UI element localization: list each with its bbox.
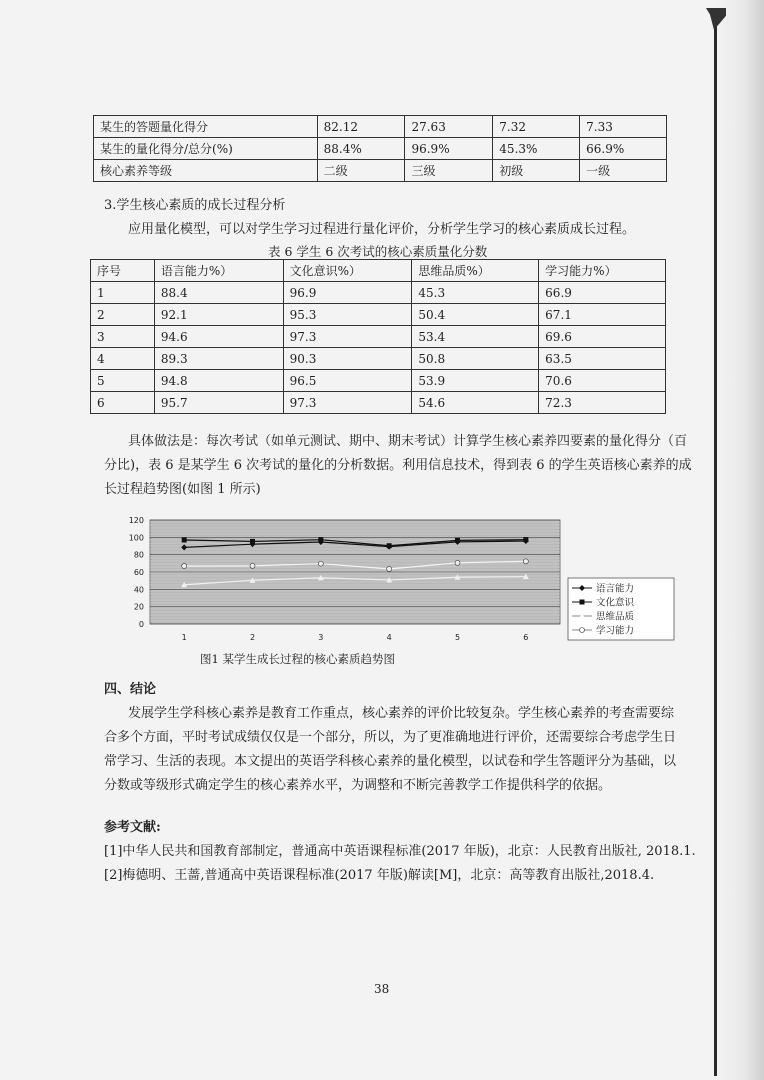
table-cell: 95.3 bbox=[283, 304, 412, 326]
chart-y-ticks bbox=[129, 516, 144, 629]
table-cell: 5 bbox=[91, 370, 155, 392]
conclusion-line-1: 发展学生学科核心素养是教育工作重点，核心素养的评价比较复杂。学生核心素养的考查需要综 bbox=[128, 706, 675, 721]
table-cell: 94.8 bbox=[154, 370, 283, 392]
reference-1: [1]中华人民共和国教育部制定，普通高中英语课程标准(2017 年版)，北京：人民教育出版社, 2018.1. bbox=[104, 844, 696, 859]
table-cell: 89.3 bbox=[154, 348, 283, 370]
table-cell: 核心素养等级 bbox=[94, 160, 318, 182]
section3-text: 应用量化模型，可以对学生学习过程进行量化评价，分析学生学习的核心素质成长过程。 bbox=[128, 222, 636, 237]
table-header-cell: 语言能力%） bbox=[154, 260, 283, 282]
table-cell: 70.6 bbox=[539, 370, 666, 392]
table-cell: 45.3 bbox=[412, 282, 539, 304]
x-tick-label: 5 bbox=[454, 633, 461, 642]
series-point bbox=[387, 543, 392, 548]
table-cell: 66.9 bbox=[539, 282, 666, 304]
table-cell: 某生的量化得分/总分(%) bbox=[94, 138, 318, 160]
series-point bbox=[455, 538, 460, 543]
x-tick-label: 1 bbox=[181, 633, 187, 642]
legend-label: 学习能力 bbox=[596, 625, 635, 637]
table-row bbox=[91, 348, 666, 370]
table-cell: 82.12 bbox=[317, 116, 405, 138]
table-cell: 96.9% bbox=[405, 138, 493, 160]
table-cell: 97.3 bbox=[283, 326, 412, 348]
table-cell: 66.9% bbox=[580, 138, 667, 160]
table6-caption: 表 6 学生 6 次考试的核心素质量化分数 bbox=[268, 244, 488, 259]
conclusion-line-4: 分数或等级形式确定学生的核心素养水平，为调整和不断完善教学工作提供科学的依据。 bbox=[104, 778, 612, 793]
table-cell: 50.4 bbox=[412, 304, 539, 326]
series-point bbox=[523, 537, 528, 542]
table-cell: 初级 bbox=[493, 160, 580, 182]
series-point bbox=[455, 560, 460, 565]
chart-x-ticks bbox=[182, 633, 529, 642]
series-point bbox=[318, 561, 323, 566]
table-cell: 4 bbox=[91, 348, 155, 370]
y-tick-label: 120 bbox=[128, 516, 144, 525]
table-cell: 54.6 bbox=[412, 392, 539, 414]
table-cell: 53.9 bbox=[412, 370, 539, 392]
table-cell: 72.3 bbox=[539, 392, 666, 414]
conclusion-line-3: 常学习、生活的表现。本文提出的英语学科核心素养的量化模型，以试卷和学生答题评分为基础，以 bbox=[104, 754, 677, 769]
table-cell: 一级 bbox=[580, 160, 667, 182]
table-cell: 53.4 bbox=[412, 326, 539, 348]
table-header-row bbox=[91, 260, 666, 282]
table-row bbox=[94, 160, 667, 182]
table-cell: 2 bbox=[91, 304, 155, 326]
table-cell: 63.5 bbox=[539, 348, 666, 370]
table-cell: 二级 bbox=[317, 160, 405, 182]
table-row bbox=[91, 304, 666, 326]
y-tick-label: 80 bbox=[133, 550, 144, 560]
method-line-2: 分比)，表 6 是某学生 6 次考试的量化的分析数据。利用信息技术，得到表 6 的学生英语核心素养的成 bbox=[104, 458, 692, 473]
table-header-cell: 学习能力%） bbox=[539, 260, 666, 282]
y-tick-label: 0 bbox=[138, 620, 144, 629]
x-tick-label: 2 bbox=[249, 633, 256, 642]
table-row bbox=[91, 370, 666, 392]
legend-label: 语言能力 bbox=[596, 583, 635, 595]
section4-heading: 四、结论 bbox=[104, 682, 157, 697]
conclusion-line-2: 合多个方面，平时考试成绩仅仅是一个部分，所以，为了更准确地进行评价，还需要综合考虑学生日 bbox=[104, 730, 677, 745]
series-point bbox=[318, 537, 323, 542]
table-row bbox=[91, 326, 666, 348]
x-tick-label: 3 bbox=[318, 633, 324, 642]
table-cell: 1 bbox=[91, 282, 155, 304]
series-point bbox=[182, 538, 187, 543]
page-number: 38 bbox=[374, 982, 390, 996]
table-cell: 45.3% bbox=[493, 138, 580, 160]
series-point bbox=[250, 563, 255, 568]
series-point bbox=[182, 564, 187, 569]
score-table bbox=[93, 115, 667, 182]
table-cell: 97.3 bbox=[283, 392, 412, 414]
table-cell: 88.4 bbox=[154, 282, 283, 304]
table-cell: 69.6 bbox=[539, 326, 666, 348]
table-cell: 7.33 bbox=[580, 116, 667, 138]
table-cell: 94.6 bbox=[154, 326, 283, 348]
table-cell: 三级 bbox=[405, 160, 493, 182]
table-cell: 某生的答题量化得分 bbox=[94, 116, 318, 138]
table-row bbox=[94, 138, 667, 160]
trend-chart bbox=[120, 510, 680, 670]
table-header-cell: 文化意识%） bbox=[283, 260, 412, 282]
table-cell: 88.4% bbox=[317, 138, 405, 160]
table-cell: 96.9 bbox=[283, 282, 412, 304]
series-point bbox=[250, 539, 255, 544]
table-cell: 3 bbox=[91, 326, 155, 348]
legend-label: 文化意识 bbox=[596, 597, 635, 609]
table-row bbox=[91, 282, 666, 304]
table-cell: 6 bbox=[91, 392, 155, 414]
table-cell: 27.63 bbox=[405, 116, 493, 138]
series-point bbox=[387, 566, 392, 571]
section3-heading: 3.学生核心素质的成长过程分析 bbox=[104, 198, 286, 213]
chart-grid bbox=[150, 520, 560, 624]
legend-marker bbox=[580, 600, 585, 605]
table6 bbox=[90, 259, 666, 414]
series-point bbox=[523, 559, 528, 564]
y-tick-label: 40 bbox=[133, 585, 144, 595]
table-cell: 90.3 bbox=[283, 348, 412, 370]
binding-edge bbox=[714, 8, 717, 1076]
table-row bbox=[91, 392, 666, 414]
chart-legend bbox=[568, 578, 674, 640]
table-cell: 67.1 bbox=[539, 304, 666, 326]
table-cell: 95.7 bbox=[154, 392, 283, 414]
table-cell: 50.8 bbox=[412, 348, 539, 370]
x-tick-label: 4 bbox=[386, 633, 392, 642]
method-line-3: 长过程趋势图(如图 1 所示) bbox=[104, 482, 261, 497]
figure-caption: 图1 某学生成长过程的核心素质趋势图 bbox=[200, 652, 395, 666]
table-header-cell: 序号 bbox=[91, 260, 155, 282]
table-cell: 96.5 bbox=[283, 370, 412, 392]
table-cell: 7.32 bbox=[493, 116, 580, 138]
x-tick-label: 6 bbox=[523, 633, 529, 642]
binding-shadow bbox=[716, 0, 764, 1080]
method-line-1: 具体做法是：每次考试（如单元测试、期中、期末考试）计算学生核心素养四要素的量化得分（百 bbox=[128, 434, 688, 449]
reference-2: [2]梅德明、王蔷,普通高中英语课程标准(2017 年版)解读[M]，北京：高等教育出版社,2018.4. bbox=[104, 868, 655, 883]
table-cell: 92.1 bbox=[154, 304, 283, 326]
table-row bbox=[94, 116, 667, 138]
legend-label: 思维品质 bbox=[596, 611, 635, 623]
y-tick-label: 100 bbox=[128, 533, 144, 543]
references-heading: 参考文献: bbox=[104, 820, 161, 835]
y-tick-label: 20 bbox=[133, 602, 144, 612]
table-header-cell: 思维品质%） bbox=[412, 260, 539, 282]
legend-marker bbox=[580, 628, 585, 633]
y-tick-label: 60 bbox=[133, 568, 144, 577]
